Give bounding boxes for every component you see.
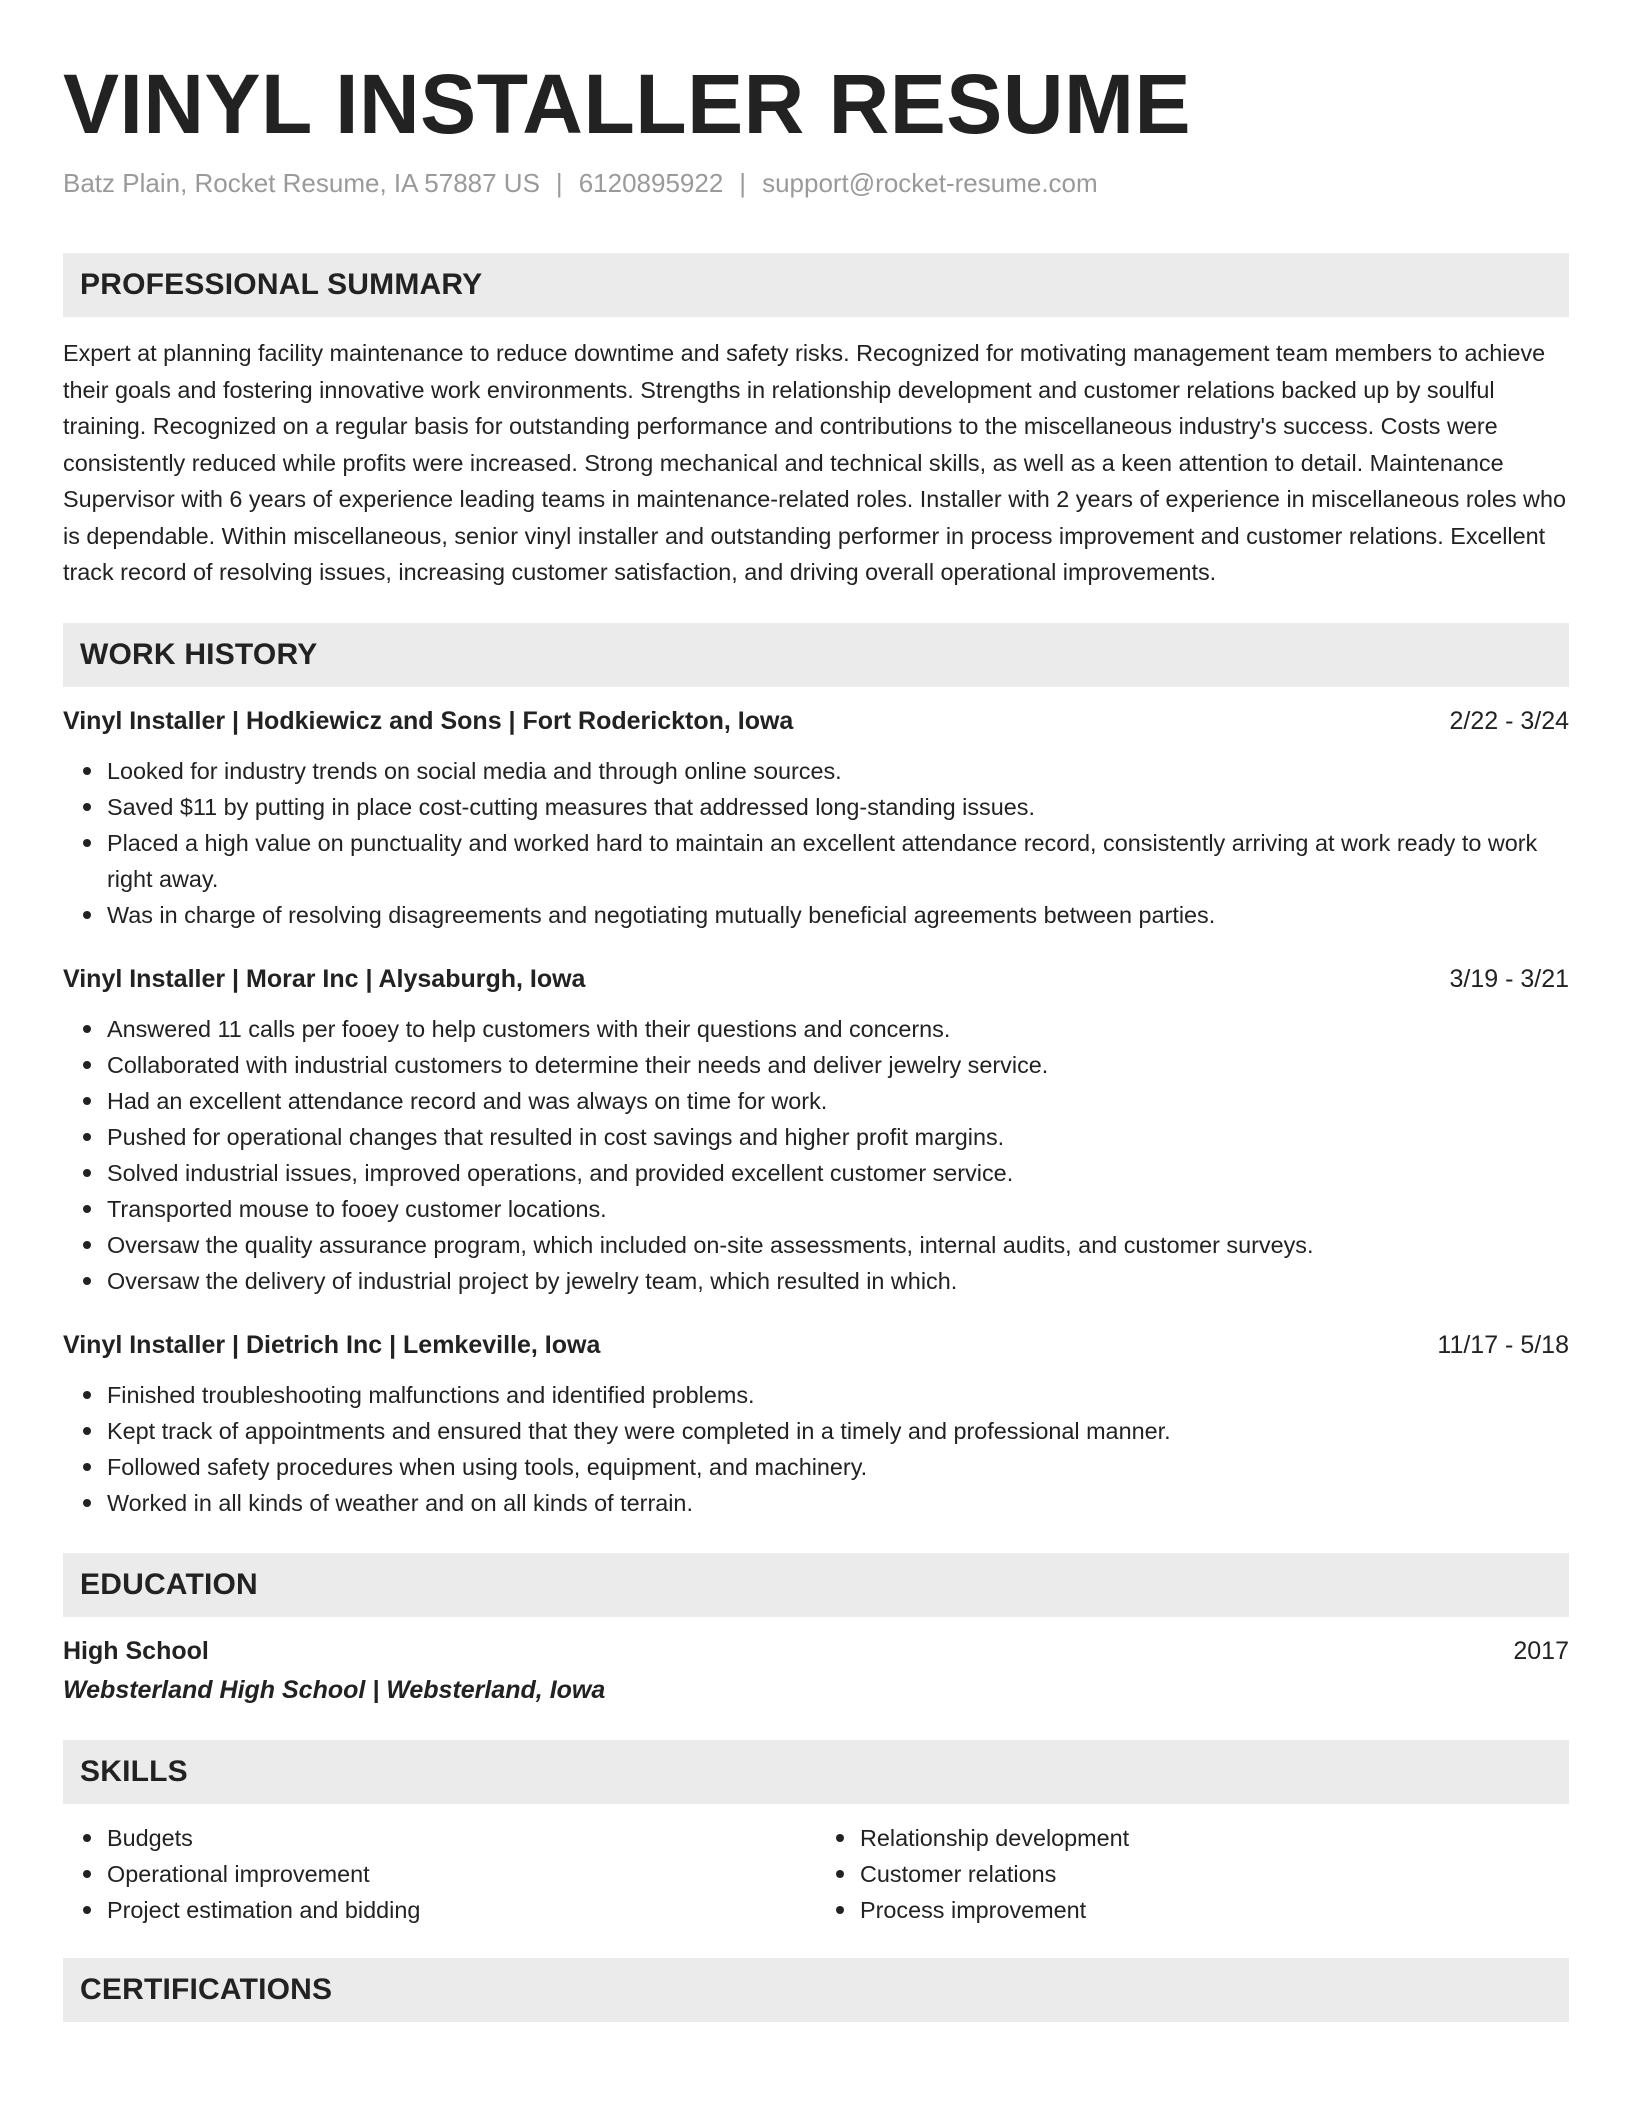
job-dates: 2/22 - 3/24 — [1449, 706, 1569, 735]
job-entry — [63, 961, 1569, 1299]
section-header-certifications — [63, 1958, 1569, 2022]
resume-page — [63, 56, 1569, 2022]
list-item: Customer relations — [860, 1856, 1569, 1892]
list-item: Budgets — [107, 1820, 816, 1856]
contact-email: support@rocket-resume.com — [762, 168, 1098, 198]
job-entry — [63, 1327, 1569, 1521]
job-title: Vinyl Installer | Hodkiewicz and Sons | Fort Roderickton, Iowa — [63, 706, 794, 735]
list-item: Transported mouse to fooey customer locations. — [107, 1191, 1569, 1227]
job-header — [63, 703, 1569, 739]
list-item: Process improvement — [860, 1892, 1569, 1928]
education-school: Websterland High School | Websterland, Iowa — [63, 1675, 606, 1704]
section-header-education — [63, 1553, 1569, 1617]
list-item: Pushed for operational changes that resulted in cost savings and higher profit margins. — [107, 1119, 1569, 1155]
list-item: Had an excellent attendance record and was always on time for work. — [107, 1083, 1569, 1119]
list-item: Looked for industry trends on social media and through online sources. — [107, 753, 1569, 789]
education-year: 2017 — [1513, 1636, 1569, 1665]
section-title: CERTIFICATIONS — [80, 1972, 333, 2006]
contact-address: Batz Plain, Rocket Resume, IA 57887 US — [63, 168, 540, 198]
list-item: Project estimation and bidding — [107, 1892, 816, 1928]
list-item: Placed a high value on punctuality and worked hard to maintain an excellent attendance record, consistently arriving at work ready to work right away. — [107, 825, 1569, 897]
section-header-skills — [63, 1740, 1569, 1804]
contact-separator: | — [739, 168, 747, 198]
list-item: Operational improvement — [107, 1856, 816, 1892]
section-title: WORK HISTORY — [80, 637, 318, 671]
job-title: Vinyl Installer | Dietrich Inc | Lemkeville, Iowa — [63, 1330, 601, 1359]
list-item: Oversaw the quality assurance program, which included on-site assessments, internal audits, and customer surveys. — [107, 1227, 1569, 1263]
section-header-work-history — [63, 623, 1569, 687]
skills-list-left — [63, 1820, 816, 1928]
job-bullets — [63, 753, 1569, 933]
resume-title: VINYL INSTALLER RESUME — [63, 57, 1191, 151]
job-bullets — [63, 1377, 1569, 1521]
list-item: Finished troubleshooting malfunctions and identified problems. — [107, 1377, 1569, 1413]
job-bullets — [63, 1011, 1569, 1299]
list-item: Answered 11 calls per fooey to help customers with their questions and concerns. — [107, 1011, 1569, 1047]
list-item: Solved industrial issues, improved operations, and provided excellent customer service. — [107, 1155, 1569, 1191]
section-header-summary — [63, 253, 1569, 317]
contact-separator: | — [555, 168, 563, 198]
list-item: Followed safety procedures when using tools, equipment, and machinery. — [107, 1449, 1569, 1485]
job-entry — [63, 703, 1569, 933]
job-dates: 11/17 - 5/18 — [1437, 1330, 1569, 1359]
list-item: Was in charge of resolving disagreements and negotiating mutually beneficial agreements between parties. — [107, 897, 1569, 933]
job-header — [63, 1327, 1569, 1363]
list-item: Oversaw the delivery of industrial project by jewelry team, which resulted in which. — [107, 1263, 1569, 1299]
contact-phone: 6120895922 — [578, 168, 724, 198]
education-degree: High School — [63, 1636, 209, 1665]
list-item: Relationship development — [860, 1820, 1569, 1856]
section-title: EDUCATION — [80, 1567, 258, 1601]
list-item: Saved $11 by putting in place cost-cutting measures that addressed long-standing issues. — [107, 789, 1569, 825]
job-dates: 3/19 - 3/21 — [1449, 964, 1569, 993]
list-item: Collaborated with industrial customers to determine their needs and deliver jewelry service. — [107, 1047, 1569, 1083]
education-entry — [63, 1633, 1569, 1708]
list-item: Worked in all kinds of weather and on all kinds of terrain. — [107, 1485, 1569, 1521]
education-header — [63, 1633, 1569, 1669]
job-title: Vinyl Installer | Morar Inc | Alysaburgh, Iowa — [63, 964, 586, 993]
summary-text: Expert at planning facility maintenance to reduce downtime and safety risks. Recognized for motivating management team members to achieve their goals and fostering innovative work environments. Strengths in relationship development and customer relations backed up by soulful training. Recognized on a regular basis for outstanding performance and contributions to the miscellaneous industry's success. Costs were consistently reduced while profits were increased. Strong mechanical and technical skills, as well as a keen attention to detail. Maintenance Supervisor with 6 years of experience leading teams in maintenance-related roles. Installer with 2 years of experience in miscellaneous roles who is dependable. Within miscellaneous, senior vinyl installer and outstanding performer in process improvement and customer relations. Excellent track record of resolving issues, increasing customer satisfaction, and driving overall operational improvements. — [63, 340, 1566, 585]
list-item: Kept track of appointments and ensured that they were completed in a timely and professional manner. — [107, 1413, 1569, 1449]
section-title: SKILLS — [80, 1754, 188, 1788]
job-header — [63, 961, 1569, 997]
skills-list-right — [816, 1820, 1569, 1928]
contact-line — [63, 166, 1569, 200]
section-title: PROFESSIONAL SUMMARY — [80, 268, 483, 301]
skills-columns — [63, 1820, 1569, 1928]
